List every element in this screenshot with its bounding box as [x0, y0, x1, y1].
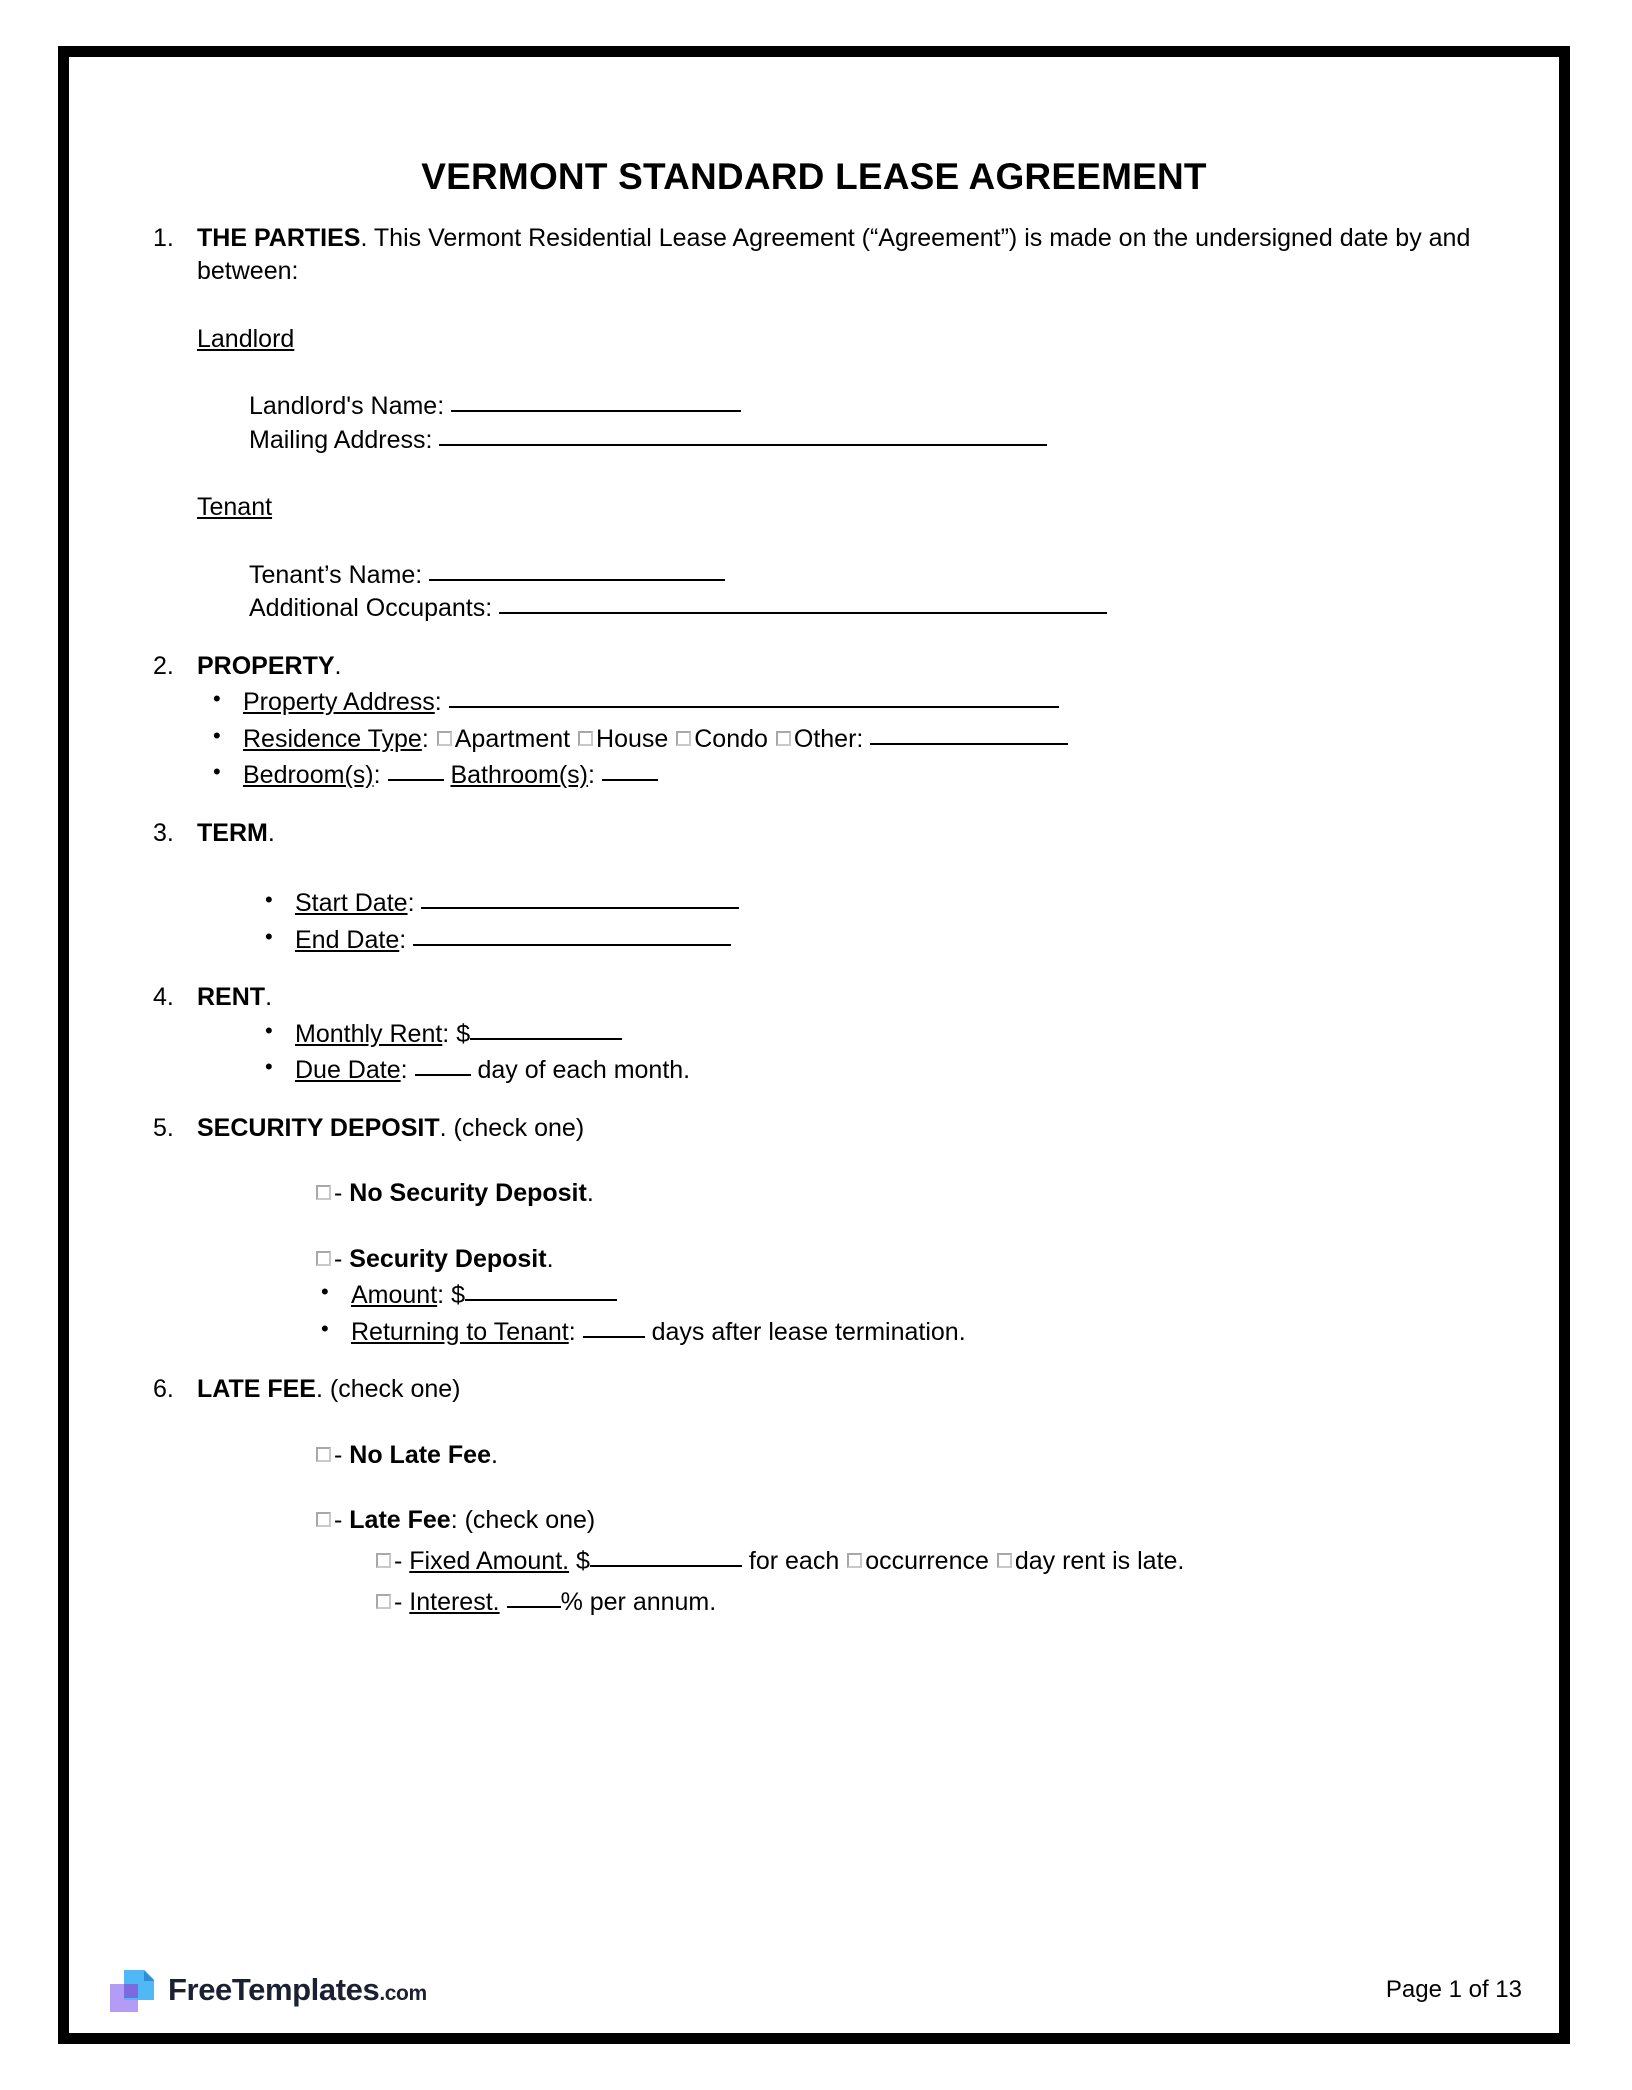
option-condo-label: Condo	[694, 724, 768, 753]
deposit-returning-input[interactable]	[583, 1316, 645, 1338]
fixed-amount-label: Fixed Amount.	[409, 1546, 570, 1575]
no-security-deposit-period: .	[586, 1179, 594, 1208]
section-term	[139, 817, 1489, 958]
no-security-deposit-row	[315, 1177, 1489, 1211]
checkbox-no-security-deposit[interactable]	[316, 1185, 331, 1200]
no-late-fee-label: No Late Fee	[349, 1440, 491, 1469]
fixed-amount-row	[375, 1544, 1489, 1580]
term-heading-suffix: .	[267, 818, 275, 847]
bedrooms-label: Bedroom(s)	[243, 761, 374, 790]
residence-type-colon: :	[421, 724, 429, 753]
page-title: VERMONT STANDARD LEASE AGREEMENT	[421, 156, 1207, 197]
section-body-3	[197, 817, 1489, 958]
bedrooms-colon: :	[373, 761, 381, 790]
section-number-5: 5.	[153, 1113, 174, 1142]
late-fee-row	[315, 1504, 1489, 1538]
interest-input[interactable]	[507, 1586, 561, 1608]
option-apartment-label: Apartment	[454, 724, 571, 753]
due-date-colon: :	[400, 1056, 408, 1085]
security-deposit-heading: SECURITY DEPOSIT	[197, 1113, 440, 1142]
section-number-2: 2.	[153, 651, 174, 680]
logo-overlap-shade	[124, 1984, 138, 1998]
tenant-name-input[interactable]	[429, 559, 725, 581]
fixed-amount-dash: -	[394, 1546, 410, 1575]
deposit-amount-input[interactable]	[465, 1279, 617, 1301]
checkbox-day-rent-is-late[interactable]	[997, 1553, 1012, 1568]
deposit-returning-suffix: days after lease termination.	[651, 1317, 966, 1346]
end-date-label: End Date	[295, 925, 400, 954]
residence-type-other-input[interactable]	[870, 723, 1068, 745]
no-late-fee-row	[315, 1439, 1489, 1473]
security-deposit-dash: -	[334, 1244, 350, 1273]
late-fee-suffix: : (check one)	[450, 1506, 596, 1535]
late-fee-dash: -	[334, 1506, 350, 1535]
end-date-item	[249, 923, 1489, 958]
due-date-label: Due Date	[295, 1056, 401, 1085]
tenant-name-row	[249, 559, 1489, 593]
rent-heading: RENT	[197, 983, 266, 1012]
parties-body-text: . This Vermont Residential Lease Agreement (“Agreement”) is made on the undersigned date by and between:	[197, 223, 1471, 286]
no-late-fee-dash: -	[334, 1440, 350, 1469]
document-content	[69, 57, 1559, 2033]
checkbox-security-deposit[interactable]	[316, 1251, 331, 1266]
checkbox-other[interactable]	[776, 731, 791, 746]
logo-wordmark	[168, 1972, 427, 2008]
checkbox-house[interactable]	[578, 731, 593, 746]
fixed-amount-dollar: $	[569, 1546, 590, 1575]
landlord-name-label: Landlord's Name:	[249, 392, 445, 421]
logo-name: FreeTemplates	[168, 1972, 380, 2007]
checkbox-interest[interactable]	[376, 1594, 391, 1609]
deposit-amount-label: Amount	[351, 1281, 438, 1310]
checkbox-late-fee[interactable]	[316, 1512, 331, 1527]
checkbox-no-late-fee[interactable]	[316, 1447, 331, 1462]
no-late-fee-period: .	[490, 1440, 498, 1469]
section-number-6: 6.	[153, 1375, 174, 1404]
tenant-heading: Tenant	[197, 493, 273, 522]
rent-list	[249, 1017, 1489, 1088]
section-body-2	[197, 650, 1489, 793]
fixed-amount-input[interactable]	[590, 1545, 742, 1567]
due-date-item	[249, 1053, 1489, 1088]
section-property	[139, 650, 1489, 793]
property-heading: PROPERTY	[197, 651, 335, 680]
landlord-mailing-address-label: Mailing Address:	[249, 425, 433, 454]
start-date-colon: :	[407, 889, 415, 918]
section-body-6	[197, 1373, 1489, 1621]
term-heading: TERM	[197, 818, 268, 847]
checkbox-condo[interactable]	[676, 731, 691, 746]
tenant-fields	[249, 559, 1489, 626]
landlord-fields	[249, 390, 1489, 457]
additional-occupants-row	[249, 592, 1489, 626]
fixed-amount-for-each: for each	[748, 1546, 840, 1575]
landlord-heading: Landlord	[197, 324, 295, 353]
end-date-input[interactable]	[413, 924, 731, 946]
start-date-label: Start Date	[295, 889, 408, 918]
residence-type-label: Residence Type	[243, 724, 422, 753]
interest-dash: -	[394, 1588, 410, 1617]
section-rent	[139, 981, 1489, 1088]
occurrence-label: occurrence	[865, 1546, 989, 1575]
checkbox-apartment[interactable]	[437, 731, 452, 746]
deposit-returning-label: Returning to Tenant	[351, 1317, 569, 1346]
due-date-suffix: day of each month.	[477, 1056, 691, 1085]
section-body-5	[197, 1112, 1489, 1350]
deposit-returning-colon: :	[568, 1317, 576, 1346]
tenant-name-label: Tenant’s Name:	[249, 560, 423, 589]
property-address-label: Property Address	[243, 688, 435, 717]
section-security-deposit	[139, 1112, 1489, 1350]
bedrooms-input[interactable]	[388, 759, 444, 781]
due-date-input[interactable]	[415, 1054, 471, 1076]
additional-occupants-label: Additional Occupants:	[249, 594, 493, 623]
checkbox-fixed-amount[interactable]	[376, 1553, 391, 1568]
section-body-1	[197, 222, 1489, 626]
security-deposit-heading-suffix: . (check one)	[439, 1113, 585, 1142]
property-address-item	[197, 685, 1489, 720]
late-fee-heading: LATE FEE	[197, 1375, 316, 1404]
no-security-deposit-label: No Security Deposit	[349, 1179, 587, 1208]
option-house-label: House	[596, 724, 669, 753]
section-the-parties	[139, 222, 1489, 626]
section-body-4	[197, 981, 1489, 1088]
rent-heading-suffix: .	[265, 983, 273, 1012]
checkbox-occurrence[interactable]	[847, 1553, 862, 1568]
day-rent-is-late-label: day rent is late.	[1014, 1546, 1185, 1575]
document-stack-icon	[110, 1968, 156, 2012]
security-deposit-row	[315, 1243, 1489, 1277]
monthly-rent-item	[249, 1017, 1489, 1052]
landlord-name-input[interactable]	[451, 390, 741, 412]
start-date-item	[249, 886, 1489, 921]
end-date-colon: :	[399, 925, 407, 954]
page-footer	[110, 1968, 1522, 2012]
monthly-rent-input[interactable]	[470, 1018, 622, 1040]
section-late-fee	[139, 1373, 1489, 1621]
section-number-4: 4.	[153, 983, 174, 1012]
additional-occupants-input[interactable]	[499, 592, 1107, 614]
section-number-3: 3.	[153, 818, 174, 847]
interest-suffix: % per annum.	[560, 1588, 717, 1617]
term-spacer	[197, 850, 1489, 884]
bathrooms-label: Bathroom(s)	[450, 761, 588, 790]
start-date-input[interactable]	[421, 887, 739, 909]
security-deposit-period: .	[546, 1244, 554, 1273]
monthly-rent-label: Monthly Rent	[295, 1019, 443, 1048]
bathrooms-colon: :	[588, 761, 595, 790]
section-number-1: 1.	[153, 223, 174, 252]
property-address-colon: :	[434, 688, 442, 717]
property-heading-suffix: .	[334, 651, 342, 680]
landlord-mailing-address-input[interactable]	[439, 424, 1047, 446]
monthly-rent-colon: : $	[442, 1019, 471, 1048]
late-fee-heading-suffix: . (check one)	[315, 1375, 461, 1404]
freetemplates-logo[interactable]	[110, 1968, 427, 2012]
deposit-amount-item	[305, 1278, 1489, 1313]
term-list	[249, 886, 1489, 957]
residence-type-item	[197, 722, 1489, 757]
security-deposit-label: Security Deposit	[349, 1244, 547, 1273]
logo-tld: .com	[379, 1982, 427, 2005]
parties-heading: THE PARTIES	[197, 223, 361, 252]
deposit-amount-colon: : $	[437, 1281, 465, 1310]
security-deposit-details-list	[305, 1278, 1489, 1349]
landlord-name-row	[249, 390, 1489, 424]
no-security-deposit-dash: -	[334, 1179, 350, 1208]
bathrooms-input[interactable]	[602, 759, 658, 781]
landlord-mailing-address-row	[249, 424, 1489, 458]
late-fee-label: Late Fee	[349, 1506, 451, 1535]
page-number: Page 1 of 13	[1385, 1976, 1522, 2003]
option-other-label: Other:	[793, 724, 864, 753]
deposit-returning-item	[305, 1315, 1489, 1350]
bedrooms-bathrooms-item	[197, 758, 1489, 793]
property-list	[197, 685, 1489, 793]
interest-label: Interest.	[409, 1588, 500, 1617]
interest-row	[375, 1585, 1489, 1621]
property-address-input[interactable]	[449, 686, 1059, 708]
